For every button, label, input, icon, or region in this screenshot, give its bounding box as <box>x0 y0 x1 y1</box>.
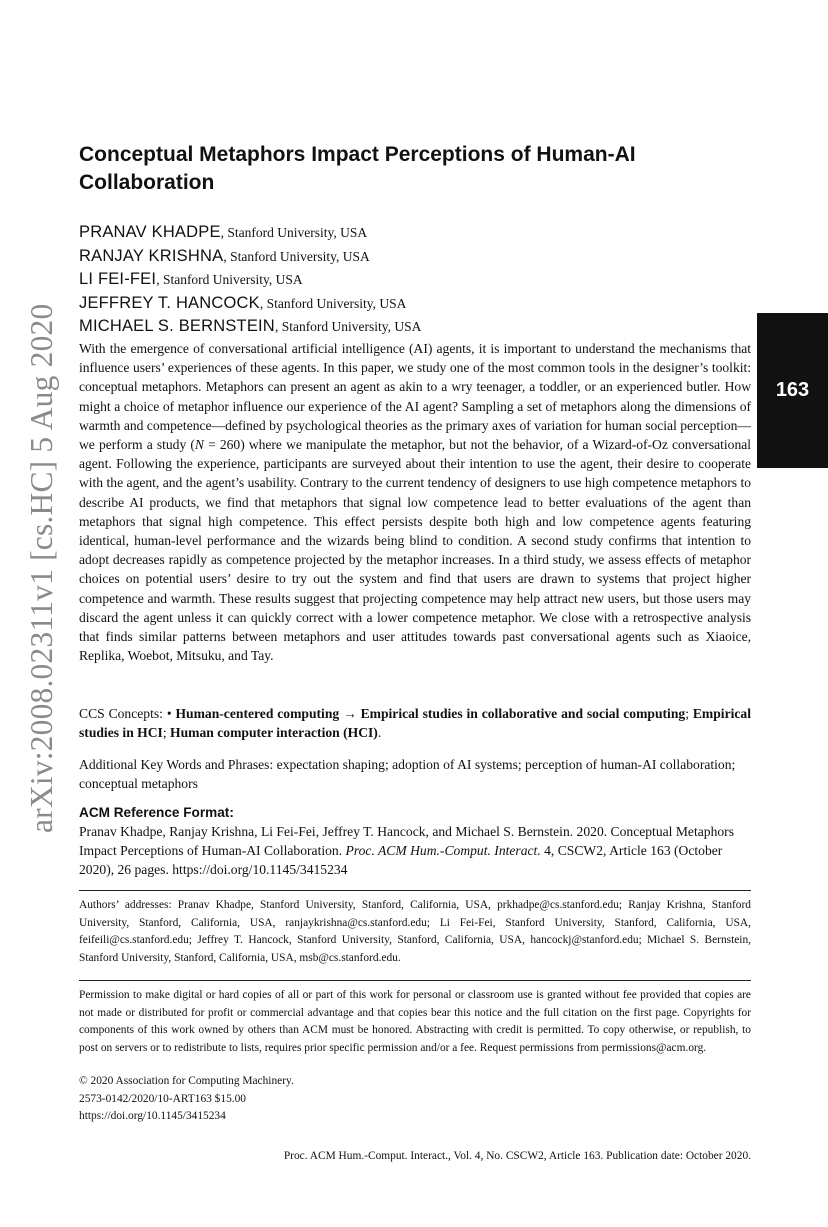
ccs-label: CCS Concepts: • <box>79 706 176 721</box>
ccs-concept: Human-centered computing <box>175 706 340 721</box>
acm-reference-text: 4, CSCW2, Article 163 (October 2020), 26 pages. https://doi.org/10.1145/3415234 <box>79 843 723 878</box>
author-name: JEFFREY T. HANCOCK <box>79 293 260 312</box>
author-entry <box>79 221 751 245</box>
author-list <box>79 221 751 339</box>
doi-line: https://doi.org/10.1145/3415234 <box>79 1110 226 1122</box>
issn-line: 2573-0142/2020/10-ART163 $15.00 <box>79 1092 247 1105</box>
author-affiliation: , Stanford University, USA <box>156 272 303 287</box>
author-affiliation: , Stanford University, USA <box>223 248 370 264</box>
abstract-part-2: ) where we manipulate the metaphor, but not the behavior, of a Wizard-of-Oz conversational agent. Following the experience, participants are surveyed about their intention to use the agent, their desire to cooperate with the agent, and the agent’s usability. Contrary to the current tendency of designers to use high competence metaphors to describe AI products, we find that metaphors that signal low competence lead to better evaluations of the agent than metaphors that signal high competence. This effect persists despite both high and low competence agents featuring identical, human-level performance and the wizards being blind to condition. A second study confirms that intention to adopt decreases rapidly as competence projected by the metaphor increases. In a third study, we assess effects of metaphor choices on potential users’ desire to try out the system and find that users are drawn to systems that project higher competence and warmth. These results suggest that projecting competence may help attract new users, but those users may discard the agent unless it can quickly correct with a lower competence metaphor. We close with a retrospective analysis that finds similar patterns between metaphors and user attitudes towards past conversational agents such as Xiaoice, Replika, Woebot, Mitsuku, and Tay. <box>79 437 751 664</box>
divider <box>79 980 751 981</box>
ccs-arrow: → <box>339 706 361 721</box>
acm-reference-heading: ACM Reference Format: <box>79 805 234 820</box>
abstract <box>79 339 751 665</box>
author-affiliation: , Stanford University, USA <box>274 319 422 334</box>
permissions-notice: Permission to make digital or hard copies of all or part of this work for personal or classroom use is granted without fee provided that copies are not made or distributed for profit or commercial advantage and that copies bear this notice and the full citation on the first page. Copyrights for components of this work owned by others than ACM must be honored. Abstracting with credit is permitted. To copy otherwise, or republish, to post on servers or to redistribute to lists, requires prior specific permission and/or a fee. Request permissions from permissions@acm.org. <box>79 989 751 1054</box>
copyright-block <box>79 1073 751 1126</box>
author-name: PRANAV KHADPE <box>79 223 221 241</box>
divider <box>79 890 751 891</box>
article-number-tab <box>757 313 828 468</box>
author-addresses: Authors’ addresses: Pranav Khadpe, Stanford University, Stanford, California, USA, prkhadpe@cs.stanford.edu; Ranjay Krishna, Stanford University, Stanford, California, USA, ranjaykrishna@cs.stanford.edu; Li Fei-Fei, Stanford University, Stanford, California, USA, feifeili@cs.stanford.edu; Jeffrey T. Hancock, Stanford University, Stanford, California, USA, hancockj@stanford.edu; Michael S. Bernstein, Stanford University, Stanford, California, USA, msb@cs.stanford.edu. <box>79 899 751 964</box>
author-affiliation: , Stanford University, USA <box>259 295 407 311</box>
journal-name: Proc. ACM Hum.-Comput. Interact. <box>345 843 541 859</box>
author-name: MICHAEL S. BERNSTEIN <box>79 317 275 335</box>
author-entry <box>79 268 751 292</box>
article-number: 163 <box>775 379 810 401</box>
author-name: LI FEI-FEI <box>79 270 157 288</box>
keywords: Additional Key Words and Phrases: expectation shaping; adoption of AI systems; perception of human-AI collaboration; conceptual metaphors <box>79 757 736 792</box>
sample-size-variable: N <box>194 437 204 453</box>
acm-reference <box>79 822 751 880</box>
sample-size-value: = 260 <box>203 437 241 453</box>
ccs-end: . <box>377 725 382 741</box>
author-entry <box>79 315 751 339</box>
arxiv-identifier: arXiv:2008.02311v1 [cs.HC] 5 Aug 2020 <box>24 303 59 833</box>
author-entry <box>79 245 751 269</box>
ccs-concepts <box>79 704 751 742</box>
author-name: RANJAY KRISHNA <box>79 246 224 265</box>
author-entry <box>79 292 751 316</box>
ccs-separator: ; <box>162 725 171 741</box>
ccs-concept: Human computer interaction (HCI) <box>170 725 378 741</box>
paper-title: Conceptual Metaphors Impact Perceptions of Human-AI Collaboration <box>79 143 636 194</box>
acm-reference-text: Pranav Khadpe, Ranjay Krishna, Li Fei-Fei, Jeffrey T. Hancock, and Michael S. Bernstein. 2020. Conceptual Metaphors Impact Perceptions of Human-AI Collaboration. <box>79 824 734 859</box>
abstract-part-1: With the emergence of conversational artificial intelligence (AI) agents, it is important to understand the mechanisms that influence users’ experiences of these agents. In this paper, we study one of the most common tools in the designer’s toolkit: conceptual metaphors. Metaphors can present an agent as akin to a wry teenager, a toddler, or an experienced butler. How might a choice of metaphor influence our experience of the AI agent? Sampling a set of metaphors along the dimensions of warmth and competence—defined by psychological theories as the primary axes of variation for human social perception—we perform a study ( <box>79 341 751 453</box>
ccs-concept: Empirical studies in collaborative and social computing <box>360 706 686 721</box>
ccs-concept: Empirical studies in HCI <box>79 706 751 741</box>
copyright-line: © 2020 Association for Computing Machinery. <box>79 1075 294 1087</box>
ccs-separator: ; <box>685 706 693 721</box>
page-footer: Proc. ACM Hum.-Comput. Interact., Vol. 4, No. CSCW2, Article 163. Publication date: October 2020. <box>283 1150 751 1162</box>
author-affiliation: , Stanford University, USA <box>220 225 368 240</box>
